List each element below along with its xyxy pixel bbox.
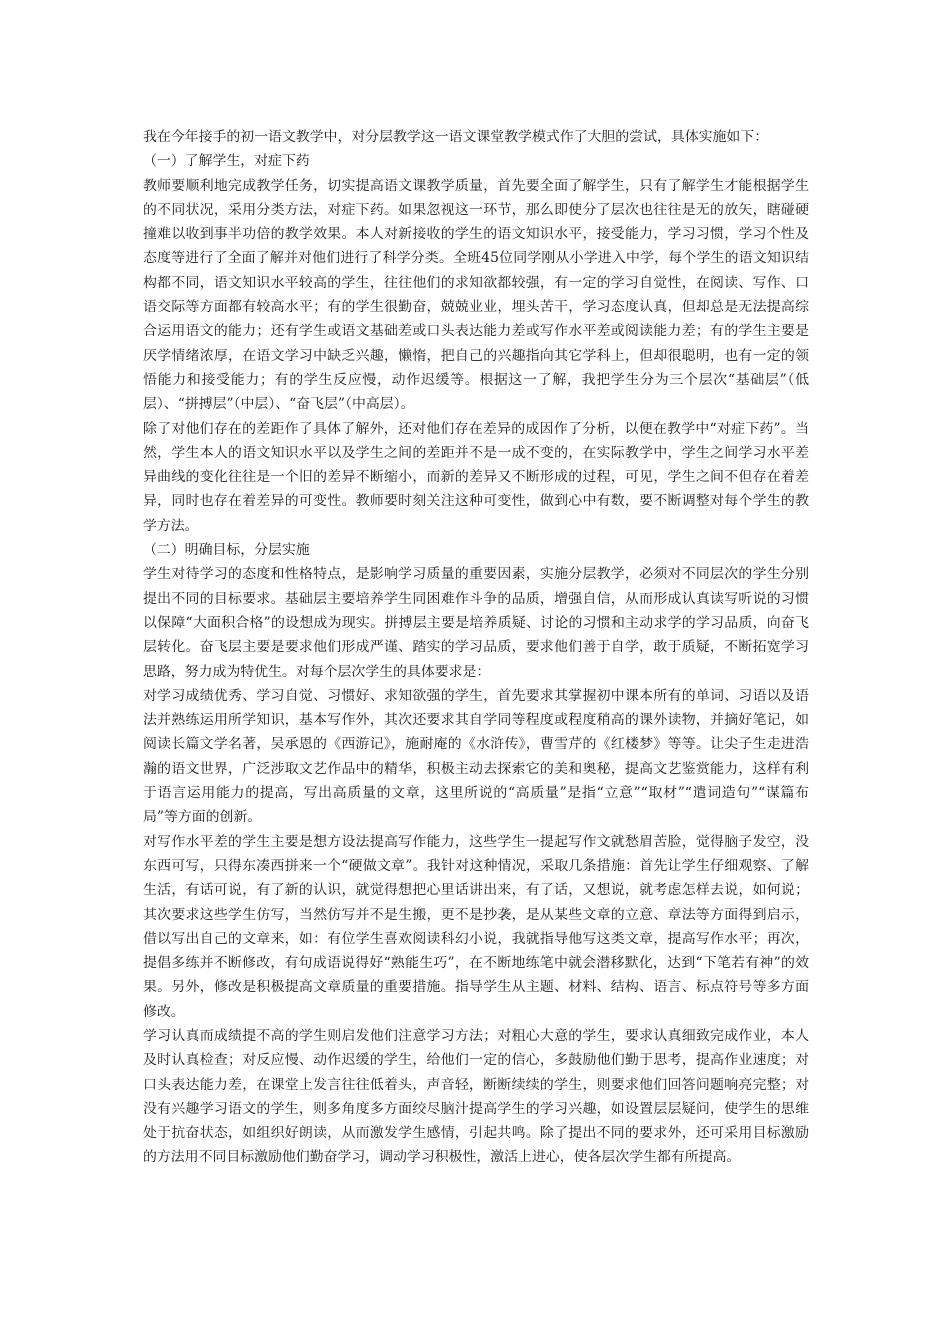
paragraph: 对学习成绩优秀、学习自觉、习惯好、求知欲强的学生，首先要求其掌握初中课本所有的单词、习语以及语法并熟练运用所学知识，基本写作外，其次还要求其自学同等程度或程度稍高的课外读物，并摘好笔记，如阅读长篇文学名著，吴承恩的《西游记》，施耐庵的《水浒传》，曹雪芹的《红楼梦》等等。让尖子生走进浩瀚的语文世界，广泛涉取文艺作品中的精华，积极主动去探索它的美和奥秘，提高文艺鉴赏能力，这样有利于语言运用能力的提高，写出高质量的文章，这里所说的“高质量”是指“立意”“取材”“遣词造句”“谋篇布局”等方面的创新。: [143, 687, 809, 826]
paragraph: 教师要顺利地完成教学任务，切实提高语文课教学质量，首先要全面了解学生，只有了解学生才能根据学生的不同状况，采用分类方法，对症下药。如果忽视这一环节，那么即使分了层次也往往是无的放矢，瞎碰硬撞难以收到事半功倍的教学效果。本人对新接收的学生的语文知识水平，接受能力，学习习惯，学习个性及态度等进行了全面了解并对他们进行了科学分类。全班45位同学刚从小学进入中学，每个学生的语文知识结构都不同，语文知识水平较高的学生，往往他们的求知欲都较强，有一定的学习自觉性，在阅读、写作、口语交际等方面都有较高水平；有的学生很勤奋，兢兢业业，埋头苦干，学习态度认真，但却总是无法提高综合运用语文的能力；还有学生或语文基础差或口头表达能力差或写作水平差或阅读能力差；有的学生主要是厌学情绪浓厚，在语文学习中缺乏兴趣，懒惰，把自己的兴趣指向其它学科上，但却很聪明，也有一定的领悟能力和接受能力；有的学生反应慢，动作迟缓等。根据这一了解，我把学生分为三个层次“基础层”（低层）、“拼搏层”（中层）、“奋飞层”（中高层）。: [143, 177, 809, 413]
section-heading-1: （一）了解学生，对症下药: [143, 153, 310, 170]
paragraph: 学生对待学习的态度和性格特点，是影响学习质量的重要因素，实施分层教学，必须对不同层次的学生分别提出不同的目标要求。基础层主要培养学生同困难作斗争的品质，增强自信，从而形成认真读写听说的习惯以保障“大面积合格”的设想成为现实。拼搏层主要是培养质疑、讨论的习惯和主动求学的学习品质，向奋飞层转化。奋飞层主要是要求他们形成严谨、踏实的学习品质，要求他们善于自学，敢于质疑，不断拓宽学习思路，努力成为特优生。对每个层次学生的具体要求是：: [143, 566, 809, 680]
document-body: [143, 125, 809, 1170]
section-heading-2: （二）明确目标，分层实施: [143, 542, 310, 559]
paragraph: 除了对他们存在的差距作了具体了解外，还对他们存在差异的成因作了分析，以便在教学中“对症下药”。当然，学生本人的语文知识水平以及学生之间的差距并不是一成不变的，在实际教学中，学生之间学习水平差异曲线的变化往往是一个旧的差异不断缩小，而新的差异又不断形成的过程，可见，学生之间不但存在着差异，同时也存在着差异的可变性。教师要时刻关注这种可变性，做到心中有数，要不断调整对每个学生的教学方法。: [143, 420, 809, 534]
paragraph: 对写作水平差的学生主要是想方设法提高写作能力，这些学生一提起写作文就愁眉苦脸，觉得脑子发空，没东西可写，只得东凑西拼来一个“硬做文章”。我针对这种情况，采取几条措施：首先让学生仔细观察、了解生活，有话可说，有了新的认识，就觉得想把心里话讲出来，有了话，又想说，就考虑怎样去说，如何说；其次要求这些学生仿写，当然仿写并不是生搬，更不是抄袭，是从某些文章的立意、章法等方面得到启示，借以写出自己的文章来，如：有位学生喜欢阅读科幻小说，我就指导他写这类文章，提高写作水平；再次，提倡多练并不断修改，有句成语说得好“熟能生巧”，在不断地练笔中就会潜移默化，达到“下笔若有神”的效果。另外，修改是积极提高文章质量的重要措施。指导学生从主题、材料、结构、语言、标点符号等多方面修改。: [143, 833, 809, 1020]
paragraph-intro: 我在今年接手的初一语文教学中，对分层教学这一语文课堂教学模式作了大胆的尝试，具体实施如下：: [143, 129, 769, 145]
paragraph: 学习认真而成绩提不高的学生则启发他们注意学习方法；对粗心大意的学生，要求认真细致完成作业，本人及时认真检查；对反应慢、动作迟缓的学生，给他们一定的信心，多鼓励他们勤于思考，提高作业速度；对口头表达能力差，在课堂上发言往往低着头，声音轻，断断续续的学生，则要求他们回答问题响亮完整；对没有兴趣学习语文的学生，则多角度多方面绞尽脑汁提高学生的学习兴趣，如设置层层疑问，使学生的思维处于抗奋状态，如组织好朗读，从而激发学生感情，引起共鸣。除了提出不同的要求外，还可采用目标激励的方法用不同目标激励他们勤奋学习，调动学习积极性，激活上进心，使各层次学生都有所提高。: [143, 1027, 809, 1166]
